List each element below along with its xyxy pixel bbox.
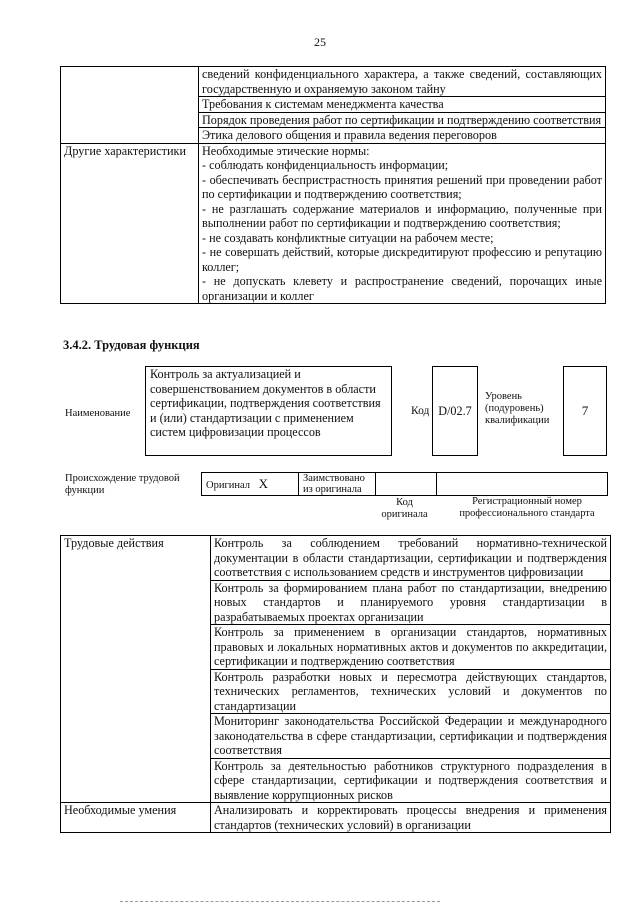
table-cell: Контроль за формированием плана работ по стандартизации, внедрению новых стандартов и планируемого уровня стандартизации в разрабатываемых проектах организации: [211, 580, 611, 625]
original-code-cell: [376, 473, 437, 496]
page-bottom-rule: [120, 901, 440, 902]
other-characteristics-list: [199, 143, 606, 304]
table-cell: Контроль за соблюдением требований нормативно-технической документации в области стандартизации, сертификации и подтверждения соответствия с использованием средств и инструментов цифровизации: [211, 536, 611, 581]
labor-actions-table: [60, 535, 611, 833]
table-cell: Порядок проведения работ по сертификации и подтверждению соответствия: [199, 112, 606, 128]
list-item: - соблюдать конфиденциальность информации;: [202, 158, 449, 172]
list-item: - обеспечивать беспристрастность принятия решений при проведении работ по сертификации и подтверждению соответствия;: [202, 172, 602, 201]
list-item: - не разглашать содержание материалов и информацию, полученные при выполнении работ по сертификации и подтверждению соответствия;: [202, 201, 602, 230]
origin-table: [201, 472, 608, 496]
function-name: Контроль за актуализацией и совершенствованием документов в области сертификации, подтверждения соответствия и (или) стандартизации с применением систем цифровизации процессов: [145, 366, 392, 456]
list-item: - не совершать действий, которые дискредитируют профессию и репутацию коллег;: [202, 245, 602, 274]
table-cell: Контроль разработки новых и пересмотра действующих стандартов, технических регламентов, технических условий и документов по стандартизации: [211, 669, 611, 714]
table-cell: Требования к системам менеджмента качества: [199, 97, 606, 113]
list-item: - не допускать клевету и распространение сведений, порочащих иные организации и коллег: [202, 274, 602, 303]
list-item: - не создавать конфликтные ситуации на рабочем месте;: [202, 230, 494, 245]
table-cell: Мониторинг законодательства Российской Федерации и международного законодательства в сфере стандартизации, сертификации и подтверждения соответствия: [211, 714, 611, 759]
other-characteristics-label: Другие характеристики: [61, 143, 199, 304]
function-code: D/02.7: [432, 366, 478, 456]
registration-number-cell: [437, 473, 608, 496]
characteristics-table: [60, 66, 606, 304]
table-cell: Контроль за деятельностью работников структурного подразделения в сфере стандартизации, сертификации и подтверждения соответствия и выявление коррупционных рисков: [211, 758, 611, 803]
list-item: Необходимые этические нормы:: [202, 143, 370, 158]
table-cell: сведений конфиденциального характера, а также сведений, составляющих государственную и охраняемую законом тайну: [199, 67, 606, 97]
original-label: Оригинал: [206, 479, 250, 491]
skills-label: Необходимые умения: [61, 803, 211, 833]
name-label: Наименование: [65, 408, 131, 419]
labor-actions-label: Трудовые действия: [61, 536, 211, 803]
page-number: 25: [314, 35, 326, 49]
registration-caption: Регистрационный номер профессионального стандарта: [459, 496, 595, 519]
code-label: Код: [411, 405, 430, 417]
table-cell: Анализировать и корректировать процессы внедрения и применения стандартов (технических условий) в организации: [211, 803, 611, 833]
origin-original-cell: [202, 473, 299, 496]
borrowed-label: Заимствовано из оригинала: [299, 473, 376, 496]
section-title: 3.4.2. Трудовая функция: [63, 338, 200, 352]
code-caption: Код оригинала: [381, 497, 428, 520]
original-mark: X: [258, 475, 269, 491]
level-label: Уровень (подуровень) квалификации: [485, 391, 550, 426]
table-cell: Контроль за применением в организации стандартов, нормативных правовых и локальных нормативных актов и документов по аккредитации, сертификации и подтверждению соответствия: [211, 625, 611, 670]
table-cell: Этика делового общения и правила ведения переговоров: [199, 128, 606, 144]
origin-label: Происхождение трудовой функции: [65, 473, 180, 496]
qualification-level: 7: [563, 366, 607, 456]
